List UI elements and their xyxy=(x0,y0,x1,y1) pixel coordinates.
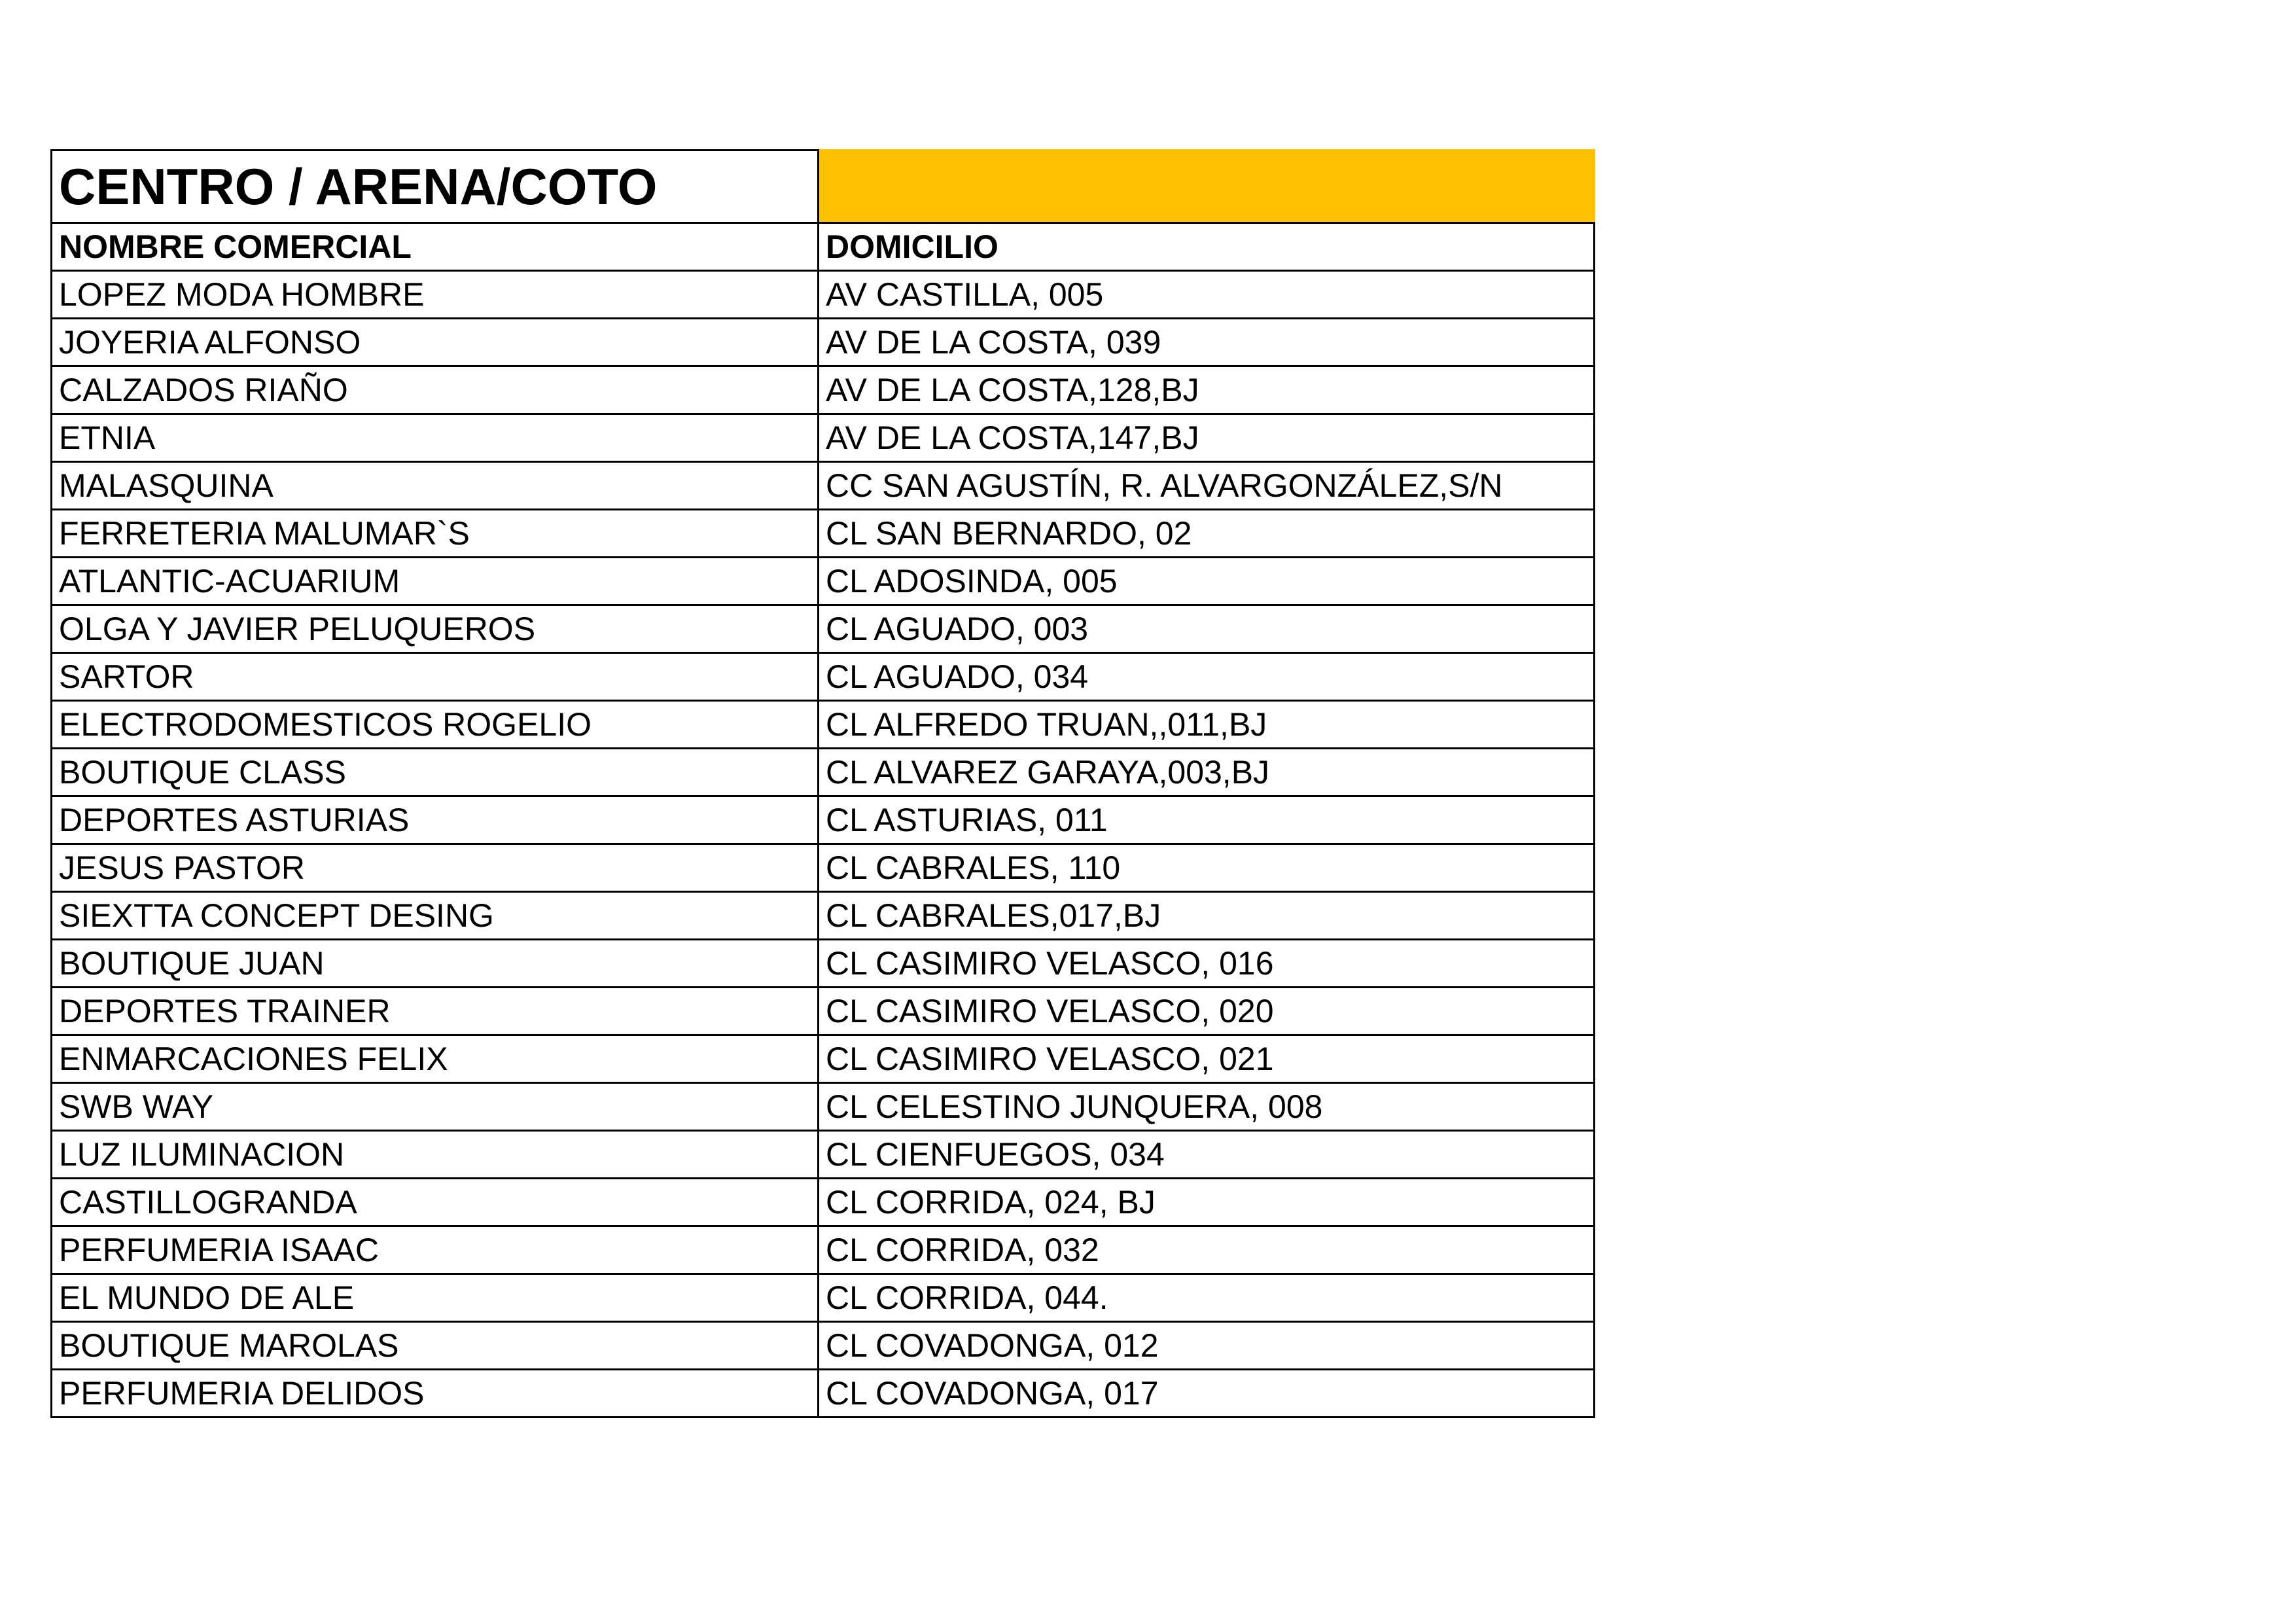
cell-domicilio[interactable]: CL CASIMIRO VELASCO, 016 xyxy=(819,940,1595,988)
table-row xyxy=(52,510,1595,558)
cell-nombre-comercial[interactable]: BOUTIQUE MAROLAS xyxy=(52,1322,819,1370)
table-row xyxy=(52,1322,1595,1370)
table-row xyxy=(52,940,1595,988)
cell-domicilio[interactable]: CL ADOSINDA, 005 xyxy=(819,558,1595,605)
cell-domicilio[interactable]: CL CABRALES, 110 xyxy=(819,844,1595,892)
cell-domicilio[interactable]: CL CORRIDA, 024, BJ xyxy=(819,1179,1595,1226)
table-row xyxy=(52,558,1595,605)
cell-nombre-comercial[interactable]: LUZ ILUMINACION xyxy=(52,1131,819,1179)
cell-nombre-comercial[interactable]: LOPEZ MODA HOMBRE xyxy=(52,271,819,319)
table-row xyxy=(52,1083,1595,1131)
cell-domicilio[interactable]: CL CABRALES,017,BJ xyxy=(819,892,1595,940)
table-row xyxy=(52,366,1595,414)
cell-domicilio[interactable]: CL CORRIDA, 032 xyxy=(819,1226,1595,1274)
table-row xyxy=(52,1370,1595,1418)
header-row xyxy=(52,223,1595,271)
cell-domicilio[interactable]: CL CASIMIRO VELASCO, 020 xyxy=(819,988,1595,1035)
cell-nombre-comercial[interactable]: DEPORTES TRAINER xyxy=(52,988,819,1035)
cell-domicilio[interactable]: CL CELESTINO JUNQUERA, 008 xyxy=(819,1083,1595,1131)
table-row xyxy=(52,653,1595,701)
cell-domicilio[interactable]: AV DE LA COSTA, 039 xyxy=(819,319,1595,366)
cell-nombre-comercial[interactable]: OLGA Y JAVIER PELUQUEROS xyxy=(52,605,819,653)
cell-nombre-comercial[interactable]: JOYERIA ALFONSO xyxy=(52,319,819,366)
cell-domicilio[interactable]: CL COVADONGA, 012 xyxy=(819,1322,1595,1370)
header-domicilio[interactable]: DOMICILIO xyxy=(819,223,1595,271)
cell-domicilio[interactable]: AV DE LA COSTA,128,BJ xyxy=(819,366,1595,414)
cell-nombre-comercial[interactable]: FERRETERIA MALUMAR`S xyxy=(52,510,819,558)
cell-nombre-comercial[interactable]: ELECTRODOMESTICOS ROGELIO xyxy=(52,701,819,749)
table-row xyxy=(52,1226,1595,1274)
cell-domicilio[interactable]: CL ASTURIAS, 011 xyxy=(819,796,1595,844)
cell-nombre-comercial[interactable]: MALASQUINA xyxy=(52,462,819,510)
header-nombre-comercial[interactable]: NOMBRE COMERCIAL xyxy=(52,223,819,271)
cell-nombre-comercial[interactable]: JESUS PASTOR xyxy=(52,844,819,892)
cell-nombre-comercial[interactable]: PERFUMERIA ISAAC xyxy=(52,1226,819,1274)
cell-nombre-comercial[interactable]: DEPORTES ASTURIAS xyxy=(52,796,819,844)
cell-nombre-comercial[interactable]: BOUTIQUE JUAN xyxy=(52,940,819,988)
table-row xyxy=(52,1035,1595,1083)
table-row xyxy=(52,988,1595,1035)
cell-nombre-comercial[interactable]: EL MUNDO DE ALE xyxy=(52,1274,819,1322)
title-fill-cell[interactable] xyxy=(819,151,1595,223)
cell-domicilio[interactable]: CL ALFREDO TRUAN,,011,BJ xyxy=(819,701,1595,749)
cell-nombre-comercial[interactable]: SWB WAY xyxy=(52,1083,819,1131)
commerce-table xyxy=(50,149,1595,1418)
cell-nombre-comercial[interactable]: ETNIA xyxy=(52,414,819,462)
table-row xyxy=(52,1179,1595,1226)
table-row xyxy=(52,844,1595,892)
cell-domicilio[interactable]: CL ALVAREZ GARAYA,003,BJ xyxy=(819,749,1595,796)
cell-domicilio[interactable]: AV DE LA COSTA,147,BJ xyxy=(819,414,1595,462)
cell-domicilio[interactable]: CL COVADONGA, 017 xyxy=(819,1370,1595,1418)
cell-domicilio[interactable]: CL SAN BERNARDO, 02 xyxy=(819,510,1595,558)
cell-domicilio[interactable]: CL CASIMIRO VELASCO, 021 xyxy=(819,1035,1595,1083)
table-row xyxy=(52,701,1595,749)
table-row xyxy=(52,1131,1595,1179)
cell-nombre-comercial[interactable]: CALZADOS RIAÑO xyxy=(52,366,819,414)
cell-domicilio[interactable]: AV CASTILLA, 005 xyxy=(819,271,1595,319)
cell-domicilio[interactable]: CL AGUADO, 034 xyxy=(819,653,1595,701)
table-row xyxy=(52,796,1595,844)
table-row xyxy=(52,605,1595,653)
cell-nombre-comercial[interactable]: SARTOR xyxy=(52,653,819,701)
table-row xyxy=(52,749,1595,796)
cell-domicilio[interactable]: CC SAN AGUSTÍN, R. ALVARGONZÁLEZ,S/N xyxy=(819,462,1595,510)
sheet-title[interactable]: CENTRO / ARENA/COTO xyxy=(52,151,819,223)
table-row xyxy=(52,271,1595,319)
cell-nombre-comercial[interactable]: SIEXTTA CONCEPT DESING xyxy=(52,892,819,940)
cell-domicilio[interactable]: CL CIENFUEGOS, 034 xyxy=(819,1131,1595,1179)
cell-nombre-comercial[interactable]: BOUTIQUE CLASS xyxy=(52,749,819,796)
cell-nombre-comercial[interactable]: ENMARCACIONES FELIX xyxy=(52,1035,819,1083)
cell-nombre-comercial[interactable]: CASTILLOGRANDA xyxy=(52,1179,819,1226)
cell-domicilio[interactable]: CL AGUADO, 003 xyxy=(819,605,1595,653)
cell-nombre-comercial[interactable]: ATLANTIC-ACUARIUM xyxy=(52,558,819,605)
table-row xyxy=(52,414,1595,462)
cell-nombre-comercial[interactable]: PERFUMERIA DELIDOS xyxy=(52,1370,819,1418)
cell-domicilio[interactable]: CL CORRIDA, 044. xyxy=(819,1274,1595,1322)
table-row xyxy=(52,892,1595,940)
table-row xyxy=(52,319,1595,366)
title-row xyxy=(52,151,1595,223)
table-row xyxy=(52,1274,1595,1322)
table-row xyxy=(52,462,1595,510)
